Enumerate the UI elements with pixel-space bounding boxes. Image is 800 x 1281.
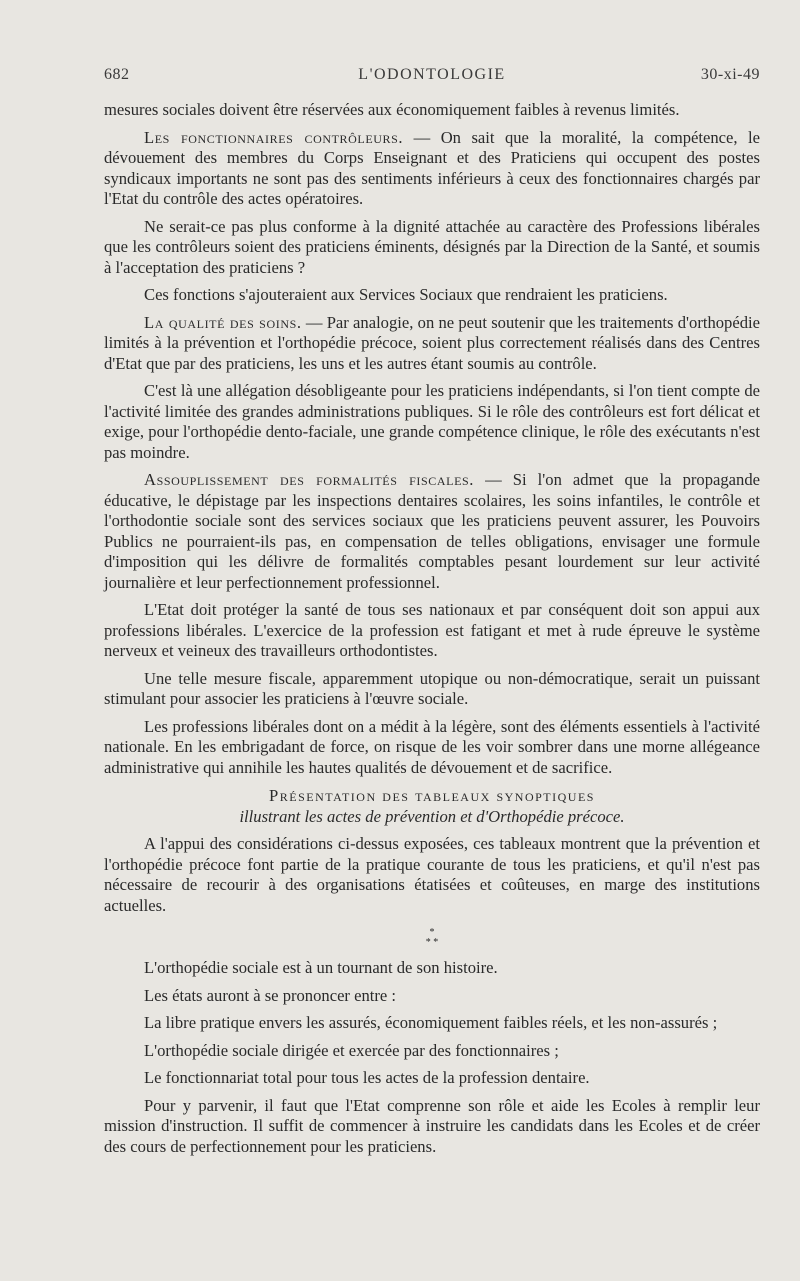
page-number: 682 <box>104 66 130 83</box>
paragraph: L'orthopédie sociale dirigée et exercée par des fonctionnaires ; <box>144 1040 559 1060</box>
asterism-bottom: * * <box>425 937 439 948</box>
paragraph-text: — On sait que la moralité, la compétence, le dévouement des membres du Corps Enseignant et des Praticiens qui occupent des postes syndicaux importants ne sont pas des sentiments inférieurs à ceux des fonctionnaires chargés par l'Etat du contrôle des actes opératoires. <box>104 127 760 208</box>
journal-title: L'ODONTOLOGIE <box>358 66 506 83</box>
section-heading-controleurs: Les fonctionnaires contrôleurs. <box>144 127 404 147</box>
paragraph-qualite <box>104 313 760 375</box>
section-heading-assouplissement: Assouplissement des formalités fiscales. <box>144 470 475 489</box>
paragraph-assouplissement <box>104 470 760 593</box>
paragraph: Pour y parvenir, il faut que l'Etat comprenne son rôle et aide les Ecoles à remplir leur mission d'instruction. Il suffit de commencer à instruire les candidats dans les Ecoles et de créer des cours de perfectionnement pour les praticiens. <box>104 1095 760 1156</box>
body-text <box>104 100 760 1157</box>
running-head <box>104 66 760 90</box>
paragraph: mesures sociales doivent être réservées aux économiquement faibles à revenus limités. <box>104 100 680 119</box>
paragraph: A l'appui des considérations ci-dessus exposées, ces tableaux montrent que la prévention et l'orthopédie précoce font partie de la pratique courante de tous les praticiens, et qu'il n'est pas nécessaire de recourir à des organisations étatisées et coûteuses, en marge des institutions actuelles. <box>104 834 760 915</box>
paragraph-text: — Par analogie, on ne peut soutenir que les traitements d'orthopédie limités à la prévention et l'orthopédie précoce, soient plus correctement réalisés dans des Centres d'Etat que par des praticiens, les uns et les autres étant soumis au contrôle. <box>104 312 760 373</box>
paragraph: C'est là une allégation désobligeante pour les praticiens indépendants, si l'on tient compte de l'activité limitée des grandes administrations publiques. Si le rôle des contrôleurs est fort délicat et exige, pour l'orthopédie dento-faciale, une grande compétence clinique, le rôle des exécutants n'est pas moindre. <box>104 381 760 462</box>
paragraph: Les professions libérales dont on a médit à la légère, sont des éléments essentiels à l'activité nationale. En les embrigadant de force, on risque de les voir sombrer dans une morne allégeance administrative qui annihile les hautes qualités de dévouement et de sacrifice. <box>104 716 760 777</box>
paragraph: Ne serait-ce pas plus conforme à la dignité attachée au caractère des Professions libérales que les contrôleurs soient des praticiens éminents, désignés par la Direction de la Santé, et soumis à l'acceptation des praticiens ? <box>104 216 760 277</box>
paragraph: L'orthopédie sociale est à un tournant de son histoire. <box>144 958 498 977</box>
asterism-divider <box>104 928 760 948</box>
asterism-top: * <box>429 927 435 938</box>
section-heading-qualite: La qualité des soins. <box>144 312 302 332</box>
paragraph: Ces fonctions s'ajouteraient aux Services Sociaux que rendraient les praticiens. <box>144 285 668 304</box>
paragraph-controleurs <box>104 128 760 210</box>
section-title: Présentation des tableaux synoptiques <box>269 786 595 805</box>
paragraph: Une telle mesure fiscale, apparemment utopique ou non-démocratique, serait un puissant stimulant pour associer les praticiens à l'œuvre sociale. <box>104 668 760 708</box>
paragraph: Le fonctionnariat total pour tous les actes de la profession dentaire. <box>144 1068 590 1087</box>
paragraph: L'Etat doit protéger la santé de tous ses nationaux et par conséquent doit son appui aux professions libérales. L'exercice de la profession est fatigant et met à rude épreuve le système nerveux et veineux des travailleurs orthodontistes. <box>104 600 760 660</box>
paragraph: La libre pratique envers les assurés, économiquement faibles réels, et les non-assurés ; <box>144 1013 718 1032</box>
paragraph: Les états auront à se prononcer entre : <box>144 985 397 1005</box>
section-subtitle: illustrant les actes de prévention et d'Orthopédie précoce. <box>239 806 625 826</box>
issue-date: 30-xi-49 <box>700 66 760 83</box>
paragraph-text: — Si l'on admet que la propagande éducative, le dépistage par les inspections dentaires scolaires, les soins infantiles, le contrôle et l'orthodontie sociale sont des services sociaux que les praticiens peuvent assurer, les Pouvoirs Publics ne pourraient-ils pas, en compensation de telles obligations, envisager une formule d'imposition qui les délivre de formalités comptables pesant lourdement sur leur activité journalière et leur perfectionnement professionnel. <box>104 470 761 592</box>
